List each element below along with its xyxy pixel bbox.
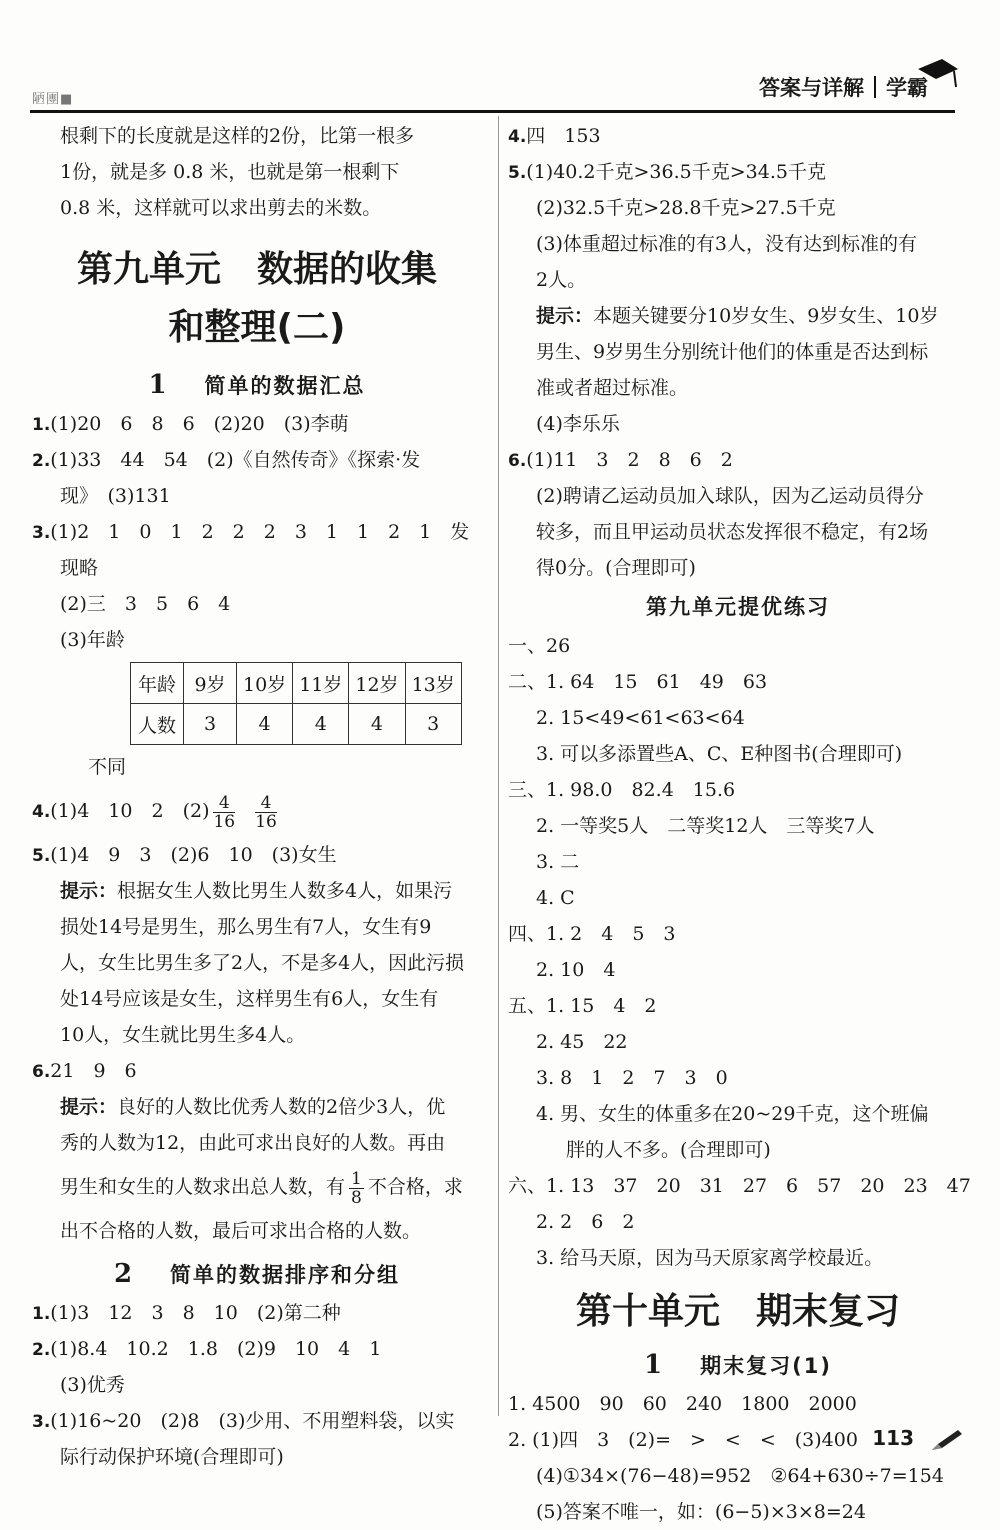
section-title (32, 1253, 482, 1295)
table-row (131, 704, 462, 745)
section-title (32, 364, 482, 406)
answer-line: 现》 (3)131 (60, 485, 171, 507)
answer-line: 2人。 (536, 269, 587, 291)
answer-line: 4.四 153 (508, 125, 601, 147)
hint-line: 10人，女生就比男生多4人。 (60, 1024, 306, 1046)
answer-line: 4. C (536, 887, 575, 909)
answer-line: 三、1. 98.0 82.4 15.6 (508, 779, 736, 801)
answer-line: 2. 2 6 2 (536, 1211, 635, 1233)
answer-line: (2)32.5千克>28.8千克>27.5千克 (536, 197, 836, 219)
pencil-icon (930, 1428, 964, 1452)
unit-title: 第九单元 数据的收集 (76, 249, 437, 290)
answer-line: 5.(1)4 9 3 (2)6 10 (3)女生 (32, 844, 337, 866)
graduation-cap-icon (916, 55, 960, 95)
answer-line: 2. 10 4 (536, 959, 616, 981)
unit-title: 第十单元 期末复习 (575, 1291, 900, 1332)
table-cell: 年龄 (131, 663, 184, 704)
answer-line: 六、1. 13 37 20 31 27 6 57 20 23 47 (508, 1175, 971, 1197)
hint-line: 处14号应该是女生，这样男生有6人，女生有 (60, 988, 439, 1010)
answer-line: 1.(1)20 6 8 6 (2)20 (3)李萌 (32, 413, 349, 435)
section-number: 2 (113, 1259, 135, 1289)
table-cell: 12岁 (349, 663, 405, 704)
table-cell: 10岁 (237, 663, 293, 704)
answer-line: 五、1. 15 4 2 (508, 995, 657, 1017)
fraction: $\frac{1}{8}$ (351, 1168, 362, 1208)
answer-line: 二、1. 64 15 61 49 63 (508, 671, 768, 693)
text-line: 1份，就是多 0.8 米，也就是第一根剩下 (60, 161, 400, 183)
age-table (130, 662, 462, 745)
table-cell: 13岁 (405, 663, 461, 704)
header-separator (874, 76, 876, 98)
answer-line: (3)体重超过标准的有3人，没有达到标准的有 (536, 233, 918, 255)
text-line: 根剩下的长度就是这样的2份，比第一根多 (60, 125, 415, 147)
answer-line: 胖的人不多。(合理即可) (566, 1139, 771, 1161)
answer-line: 四、1. 2 4 5 3 (508, 923, 676, 945)
section-label: 简单的数据排序和分组 (170, 1263, 401, 1287)
table-cell: 4 (237, 704, 293, 745)
section-label: 期末复习(1) (700, 1354, 832, 1378)
answer-line: 3. 可以多添置些A、C、E种图书(合理即可) (536, 743, 903, 765)
hint-line: 出不合格的人数，最后可求出合格的人数。 (60, 1220, 422, 1242)
brand-logo-text: 学霸 (886, 76, 928, 100)
answer-line: 不同 (88, 756, 127, 778)
hint-line: 提示：良好的人数比优秀人数的2倍少3人，优 (60, 1096, 446, 1118)
answer-line: 3.(1)2 1 0 1 2 2 2 3 1 1 2 1 发 (32, 521, 470, 543)
answer-line: 3. 8 1 2 7 3 0 (536, 1067, 728, 1089)
answer-line: (4)李乐乐 (536, 413, 620, 435)
answer-line: (2)三 3 5 6 4 (60, 593, 231, 615)
hint-line: 提示：根据女生人数比男生人数多4人，如果污 (60, 880, 453, 902)
table-cell: 3 (405, 704, 461, 745)
text-line: 0.8 米，这样就可以求出剪去的米数。 (60, 197, 382, 219)
table-row (131, 663, 462, 704)
column-divider (498, 116, 499, 1416)
answer-line: 2. 45 22 (536, 1031, 628, 1053)
answer-line: 3. 二 (536, 851, 580, 873)
hint-line: 人，女生比男生多了2人，不是多4人，因此污损 (60, 952, 465, 974)
answer-line: 5.(1)40.2千克>36.5千克>34.5千克 (508, 161, 826, 183)
answer-line: 现略 (60, 557, 99, 579)
answer-line: (3)年龄 (60, 629, 125, 651)
answer-line: 6.(1)11 3 2 8 6 2 (508, 449, 733, 471)
table-cell: 4 (349, 704, 405, 745)
answer-line: 1. 4500 90 60 240 1800 2000 (508, 1393, 857, 1415)
answer-line: 际行动保护环境(合理即可) (60, 1446, 284, 1468)
answer-line: 一、26 (508, 635, 571, 657)
answer-line: 4.(1)4 10 2 (2) $\frac{4}{16}$ $\frac{4}{16}$ (32, 792, 277, 832)
hint-line: 提示：本题关键要分10岁女生、9岁女生、10岁 (536, 305, 939, 327)
answer-line: 较多，而且甲运动员状态发挥很不稳定，有2场 (536, 521, 929, 543)
header-rule (30, 110, 955, 113)
answer-line: 6.21 9 6 (32, 1060, 137, 1082)
right-column (508, 118, 971, 1530)
answer-line: (2)聘请乙运动员加入球队，因为乙运动员得分 (536, 485, 924, 507)
answer-line: 2. (1)四 3 (2)= > < < (3)400 (508, 1429, 858, 1451)
section-title: 第九单元提优练习 (646, 595, 830, 619)
answer-line: 2. 15<49<61<63<64 (536, 707, 745, 729)
hint-line: 男生、9岁男生分别统计他们的体重是否达到标 (536, 341, 929, 363)
page-number: 113 (872, 1426, 914, 1450)
answer-line: 3. 给马天原，因为马天原家离学校最近。 (536, 1247, 884, 1269)
hint-line: 损处14号是男生，那么男生有7人，女生有9 (60, 916, 432, 938)
fraction: $\frac{4}{16}$ (255, 792, 277, 832)
hint-line: 男生和女生的人数求出总人数，有 $\frac{1}{8}$ 不合格，求 (60, 1168, 463, 1208)
table-cell: 人数 (131, 704, 184, 745)
section-label: 简单的数据汇总 (204, 374, 366, 398)
header-title-group (759, 72, 928, 102)
table-cell: 11岁 (293, 663, 349, 704)
answer-line: 2.(1)8.4 10.2 1.8 (2)9 10 4 1 (32, 1338, 382, 1360)
header-left-mark: 陋團■ (32, 92, 74, 107)
hint-line: 准或者超过标准。 (536, 377, 689, 399)
answer-line: 1.(1)3 12 3 8 10 (2)第二种 (32, 1302, 341, 1324)
unit-title: 和整理(二) (168, 307, 346, 348)
header-title: 答案与详解 (759, 76, 864, 100)
table-cell: 3 (184, 704, 237, 745)
section-title (508, 1344, 968, 1386)
answer-line: 3.(1)16~20 (2)8 (3)少用、不用塑料袋，以实 (32, 1410, 455, 1432)
answer-line: 4. 男、女生的体重多在20~29千克，这个班偏 (536, 1103, 929, 1125)
table-cell: 4 (293, 704, 349, 745)
table-cell: 9岁 (184, 663, 237, 704)
left-column (32, 118, 482, 1475)
answer-line: (3)优秀 (60, 1374, 125, 1396)
section-number: 1 (644, 1350, 665, 1380)
fraction: $\frac{4}{16}$ (213, 792, 236, 832)
answer-line: 2. 一等奖5人 二等奖12人 三等奖7人 (536, 815, 875, 837)
answer-line: (5)答案不唯一，如：(6−5)×3×8=24 (536, 1501, 866, 1523)
answer-line: 得0分。(合理即可) (536, 557, 696, 579)
answer-line: (4)①34×(76−48)=952 ②64+630÷7=154 (536, 1465, 944, 1487)
hint-line: 秀的人数为12，由此可求出良好的人数。再由 (60, 1132, 446, 1154)
section-number: 1 (148, 370, 169, 400)
answer-line: 2.(1)33 44 54 (2)《自然传奇》《探索·发 (32, 449, 421, 471)
